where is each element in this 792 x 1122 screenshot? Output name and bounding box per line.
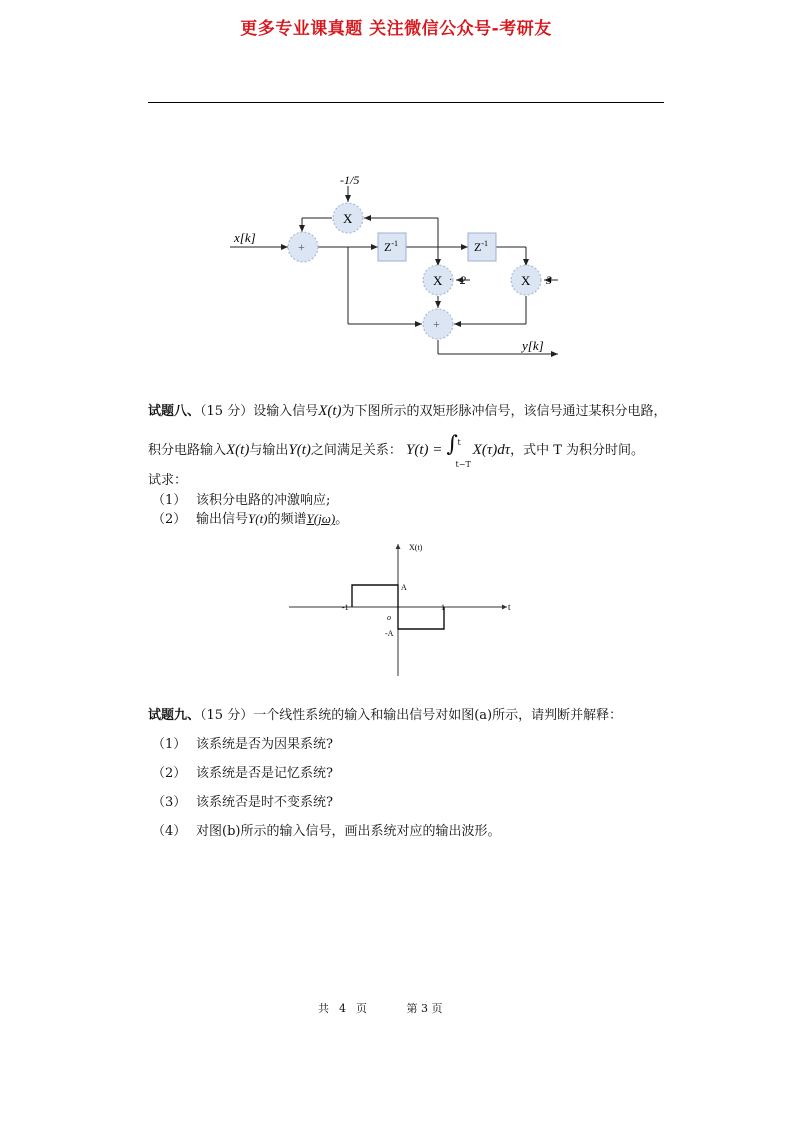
q9-item-2: （2） 该系统是否是记忆系统?	[152, 766, 333, 781]
q8-score: （15 分）	[200, 404, 254, 419]
coef-mid-label: 2	[460, 273, 466, 287]
multiplier-right: X	[521, 273, 531, 288]
q9-score: （15 分）	[200, 708, 254, 723]
block-diagram	[220, 170, 570, 365]
q8-ask: 试求：	[148, 473, 188, 488]
integral-sign: ∫ t t−T	[446, 431, 471, 469]
q9-item-3: （3） 该系统否是时不变系统?	[152, 795, 333, 810]
diagram-input-label: x[k]	[234, 230, 256, 245]
header-banner: 更多专业课真题 关注微信公众号-考研友	[240, 19, 552, 39]
q9-item-4: （4） 对图(b)所示的输入信号，画出系统对应的输出波形。	[152, 824, 501, 839]
coef-right-label: 3	[546, 273, 552, 287]
coef-top-label: -1/5	[340, 173, 360, 187]
adder-output: +	[433, 317, 440, 331]
q9-line-1: 试题九、（15 分）一个线性系统的输入和输出信号对如图(a)所示，请判断并解释：	[148, 708, 623, 723]
equation-rhs: X(τ)dτ	[472, 442, 511, 458]
x-axis-label: t	[508, 602, 511, 612]
q8-line-2: 积分电路输入X(t)与输出Y(t)之间满足关系： Y(t) = ∫ t t−T X(τ)dτ，式中 T 为积分时间。	[148, 431, 644, 469]
multiplier-top: X	[343, 211, 353, 226]
multiplier-mid: X	[433, 273, 443, 288]
page-footer: 共 4 页 第 3 页	[318, 1002, 443, 1015]
pulse-graph	[285, 540, 515, 680]
q9-item-1: （1） 该系统是否为因果系统?	[152, 737, 333, 752]
q8-item-1: （1） 该积分电路的冲激响应;	[152, 493, 331, 508]
q8-title: 试题八、	[148, 404, 201, 419]
level-neg-label: -A	[385, 629, 394, 638]
diagram-output-label: y[k]	[522, 338, 544, 353]
q9-title: 试题九、	[148, 708, 201, 723]
y-axis-label: X(t)	[409, 543, 423, 552]
equation-lhs: Y(t) =	[406, 442, 443, 458]
delay-block-2: $Z^{-1}$	[474, 239, 489, 254]
tick-neg-one: -1	[342, 603, 349, 612]
header-rule	[148, 102, 664, 103]
level-pos-label: A	[401, 583, 407, 592]
origin-label: o	[387, 613, 391, 622]
coef-mid-arrow-tail: ·	[449, 275, 453, 286]
tick-pos-one: 1	[441, 603, 445, 612]
q8-item-2: （2） 输出信号Y(t)的频谱Y(jω)。	[152, 511, 349, 527]
adder-input: +	[298, 240, 305, 254]
delay-block-1: $Z^{-1}$	[384, 239, 399, 254]
q8-line-1: 试题八、（15 分）设输入信号X(t)为下图所示的双矩形脉冲信号，该信号通过某积分电路，	[148, 403, 667, 419]
